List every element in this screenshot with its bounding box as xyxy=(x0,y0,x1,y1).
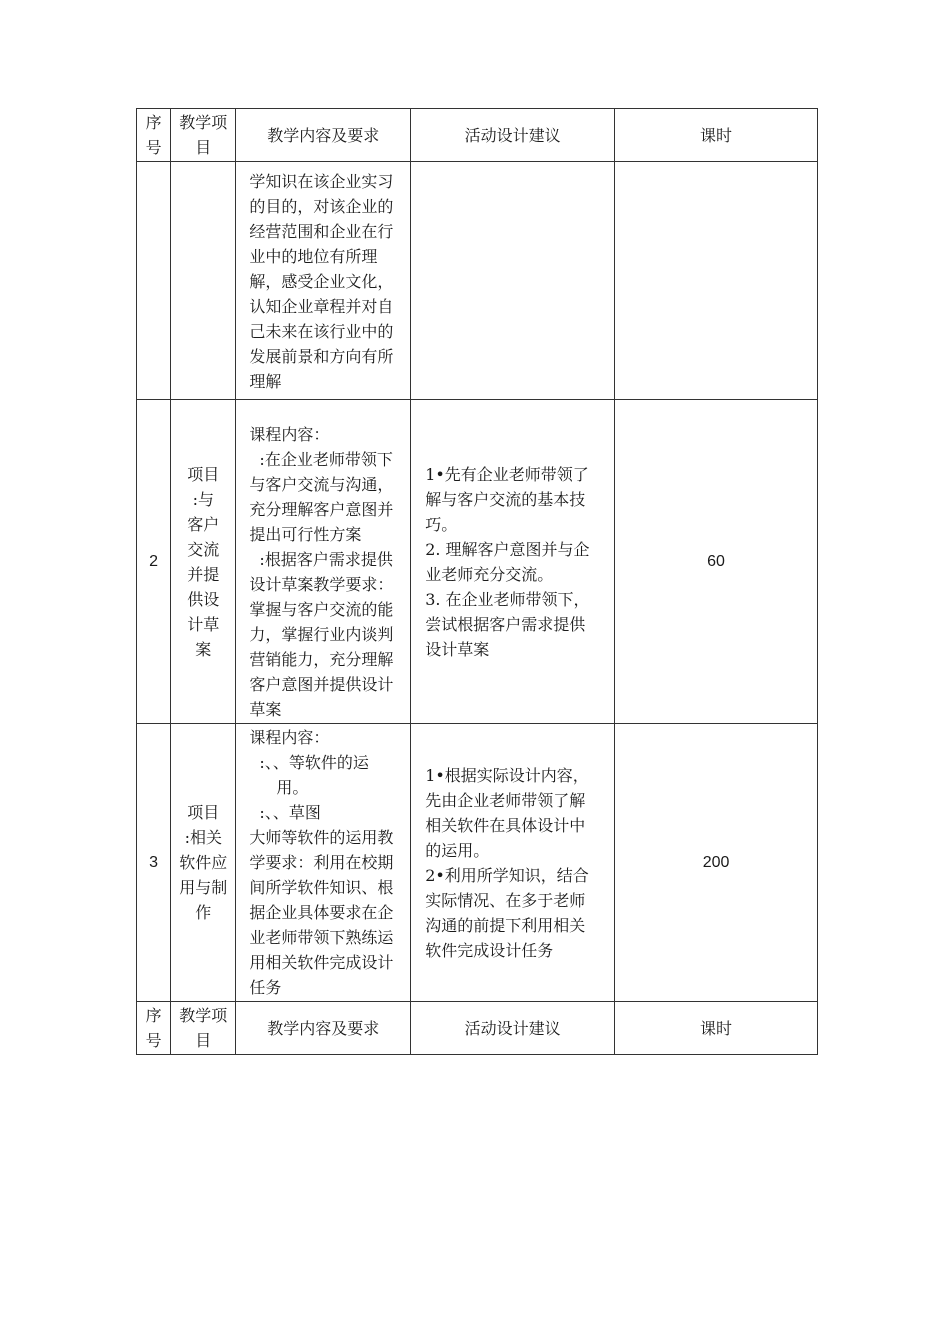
row-no: 2 xyxy=(137,400,171,724)
row-project: 项目 :与 客户 交流 并提 供设 计草 案 xyxy=(171,400,236,724)
row-content: 课程内容： :在企业老师带领下 与客户交流与沟通， 充分理解客户意图并 提出可行性方案 :根据客户需求提供 设计草案教学要求： 掌握与客户交流的能 力，掌握行业内谈判 营销能力，充分理解 客户意图并提供设计 草案 xyxy=(236,400,411,724)
header-content: 教学内容及要求 xyxy=(236,1002,411,1055)
row-hours: 200 xyxy=(615,724,818,1002)
header-no: 序 号 xyxy=(137,109,171,162)
row-project: 项目 :相关 软件应 用与制 作 xyxy=(171,724,236,1002)
row-no: 3 xyxy=(137,724,171,1002)
header-content: 教学内容及要求 xyxy=(236,109,411,162)
table-row xyxy=(137,162,818,400)
table-header-row-repeat xyxy=(137,1002,818,1055)
row-no xyxy=(137,162,171,400)
table-row xyxy=(137,400,818,724)
row-project xyxy=(171,162,236,400)
table-header-row xyxy=(137,109,818,162)
header-no: 序 号 xyxy=(137,1002,171,1055)
header-hours: 课时 xyxy=(615,1002,818,1055)
row-activity xyxy=(411,162,615,400)
header-project: 教学项 目 xyxy=(171,109,236,162)
row-content: 学知识在该企业实习 的目的，对该企业的 经营范围和企业在行 业中的地位有所理 解，感受企业文化， 认知企业章程并对自 己未来在该行业中的 发展前景和方向有所 理解 xyxy=(236,162,411,400)
row-content: 课程内容： :、、等软件的运 用。 :、、草图 大师等软件的运用教 学要求：利用在校期 间所学软件知识、根 据企业具体要求在企 业老师带领下熟练运 用相关软件完成设计 任务 xyxy=(236,724,411,1002)
row-activity: 1•先有企业老师带领了 解与客户交流的基本技 巧。 2. 理解客户意图并与企 业老师充分交流。 3. 在企业老师带领下， 尝试根据客户需求提供 设计草案 xyxy=(411,400,615,724)
row-hours xyxy=(615,162,818,400)
row-hours: 60 xyxy=(615,400,818,724)
header-hours: 课时 xyxy=(615,109,818,162)
table-row xyxy=(137,724,818,1002)
header-activity: 活动设计建议 xyxy=(411,109,615,162)
header-activity: 活动设计建议 xyxy=(411,1002,615,1055)
row-activity: 1•根据实际设计内容， 先由企业老师带领了解 相关软件在具体设计中 的运用。 2•利用所学知识，结合 实际情况、在多于老师 沟通的前提下利用相关 软件完成设计任务 xyxy=(411,724,615,1002)
header-project: 教学项 目 xyxy=(171,1002,236,1055)
course-table xyxy=(136,108,818,1055)
